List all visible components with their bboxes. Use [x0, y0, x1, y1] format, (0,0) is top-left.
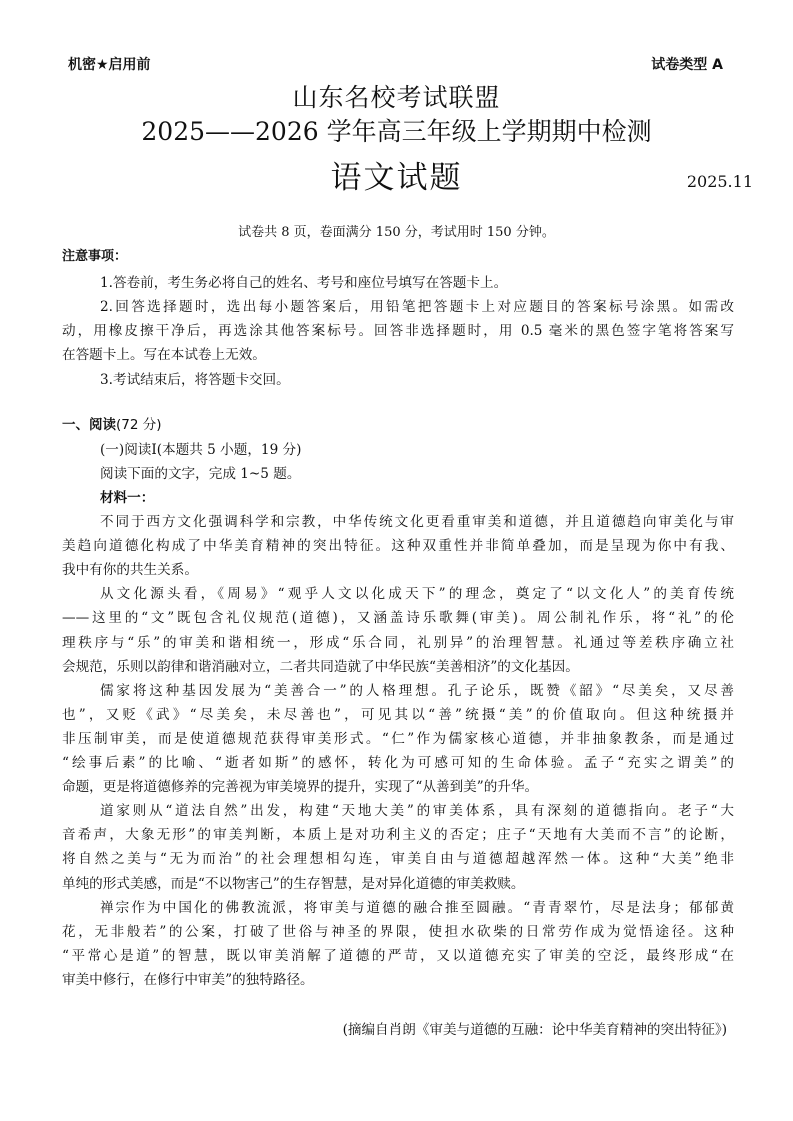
notes-heading: 注意事项： — [62, 249, 128, 264]
passage-line: 单纯的形式美感，而是“不以物害己”的生存智慧，是对异化道德的审美救赎。 — [62, 875, 525, 892]
passage-line: 非压制审美，而是使道德规范获得审美形式。“仁”作为儒家核心道德，并非抽象教条，而是通过 — [62, 730, 734, 747]
passage-line: 审美中修行，在修行中审美”的独特路径。 — [62, 971, 314, 988]
note-line: 3.考试结束后，将答题卡交回。 — [100, 372, 290, 388]
passage-line: ——这里的“文”既包含礼仪规范(道德)，又涵盖诗乐歌舞(审美)。周公制礼作乐，将“礼”的伦 — [62, 610, 734, 627]
organization-title: 山东名校考试联盟 — [292, 83, 501, 112]
section-score: (72 分) — [116, 417, 162, 433]
paper-type-label: 试卷类型 A — [651, 57, 723, 73]
passage-line: “平常心是道”的智慧，既以审美消解了道德的严苛，又以道德充实了审美的空泛，最终形成“在 — [62, 947, 734, 964]
passage-line: 儒家将这种基因发展为“美善合一”的人格理想。孔子论乐，既赞《韶》“尽美矣，又尽善 — [100, 682, 734, 699]
confidential-label: 机密★启用前 — [68, 57, 151, 73]
reading-instruction: 阅读下面的文字，完成 1~5 题。 — [100, 466, 301, 482]
passage-line: 理秩序与“乐”的审美和谐相统一，形成“乐合同，礼别异”的治理智慧。礼通过等差秩序确立社 — [62, 634, 734, 651]
exam-title: 2025——2026 学年高三年级上学期期中检测 — [141, 117, 652, 146]
passage-line: 将自然之美与“无为而治”的社会理想相勾连，审美自由与道德超越浑然一体。这种“大美”绝非 — [62, 851, 734, 868]
subject-title: 语文试题 — [330, 160, 463, 196]
passage-line: “绘事后素”的比喻、“逝者如斯”的感怀，转化为可感可知的生命体验。孟子“充实之谓美”的 — [62, 755, 734, 771]
passage-line: 美趋向道德化构成了中华美育精神的突出特征。这种双重性并非简单叠加，而是呈现为你中有我、 — [62, 538, 734, 555]
passage-line: 命题，更是将道德修养的完善视为审美境界的提升，实现了“从善到美”的升华。 — [62, 779, 539, 796]
note-line: 动，用橡皮擦干净后，再选涂其他答案标号。回答非选择题时，用 0.5 毫米的黑色签字笔将答案写 — [62, 323, 734, 339]
section-title: 一、阅读 — [62, 417, 116, 433]
passage-line: 禅宗作为中国化的佛教流派，将审美与道德的融合推至圆融。“青青翠竹，尽是法身；郁郁黄 — [100, 899, 734, 916]
note-line: 1.答卷前，考生务必将自己的姓名、考号和座位号填写在答题卡上。 — [100, 275, 508, 291]
section-heading — [62, 413, 162, 433]
note-line: 在答题卡上。写在本试卷上无效。 — [62, 347, 266, 363]
material-label: 材料一： — [100, 490, 155, 506]
passage-line: 道家则从“道法自然”出发，构建“天地大美”的审美体系，具有深刻的道德指向。老子“大 — [100, 803, 734, 820]
passage-line: 也”，又贬《武》“尽美矣，未尽善也”，可见其以“善”统摄“美”的价值取向。但这种统摄并 — [62, 706, 734, 723]
note-line: 2.回答选择题时，选出每小题答案后，用铅笔把答题卡上对应题目的答案标号涂黑。如需改 — [100, 299, 734, 315]
subsection-heading: (一)阅读Ⅰ(本题共 5 小题，19 分) — [100, 442, 302, 458]
passage-line: 会规范，乐则以韵律和谐消融对立，二者共同造就了中华民族“美善相济”的文化基因。 — [62, 658, 579, 675]
exam-date: 2025.11 — [686, 172, 753, 191]
passage-line: 音希声，大象无形”的审美判断，本质上是对功利主义的否定；庄子“天地有大美而不言”的论断， — [62, 827, 734, 844]
exam-info: 试卷共 8 页，卷面满分 150 分，考试用时 150 分钟。 — [238, 225, 555, 240]
passage-line: 我中有你的共生关系。 — [62, 562, 198, 579]
passage-line: 从文化源头看，《周易》“观乎人文以化成天下”的理念，奠定了“以文化人”的美育传统 — [100, 586, 734, 603]
passage-line: 不同于西方文化强调科学和宗教，中华传统文化更看重审美和道德，并且道德趋向审美化与审 — [100, 514, 734, 530]
passage-line: 花，无非般若”的公案，打破了世俗与神圣的界限，使担水砍柴的日常劳作成为觉悟途径。这种 — [62, 923, 734, 940]
passage-source: (摘编自肖朗《审美与道德的互融：论中华美育精神的突出特征》) — [342, 1022, 727, 1038]
